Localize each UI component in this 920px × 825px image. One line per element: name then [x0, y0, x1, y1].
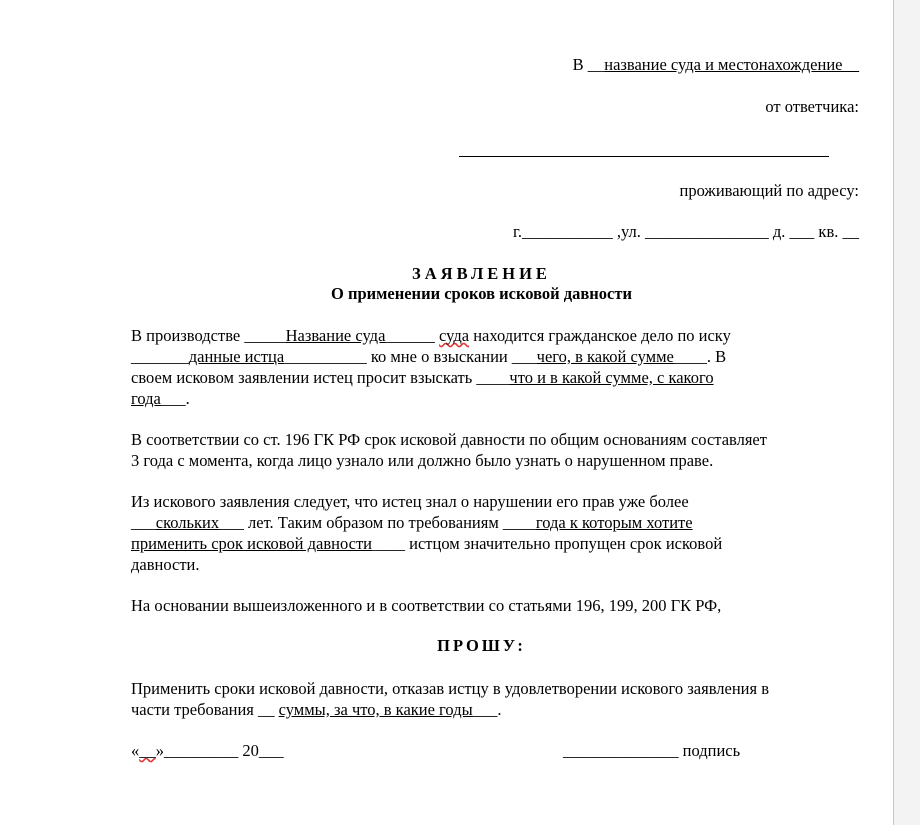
address-label: проживающий по адресу: [679, 181, 859, 200]
editor-gutter [894, 0, 920, 825]
document-subtitle: О применении сроков исковой давности [331, 284, 632, 303]
signature-line: ______________ подпись [563, 741, 741, 760]
p1-line-2: _______данные истца__________ ко мне о взыскании ___чего, в какой сумме____. В [131, 347, 727, 366]
p1-line-4: года___. [131, 389, 190, 408]
request-heading: ПРОШУ: [437, 636, 526, 655]
p3-line-4: давности. [131, 555, 200, 574]
p1-line-1: В производстве _____Название суда______ суда находится гражданское дело по иску [131, 326, 731, 345]
p1-line-3: своем исковом заявлении истец просит взыскать ____что и в какой сумме, с какого [131, 368, 714, 387]
document-title: ЗАЯВЛЕНИЕ [412, 264, 551, 283]
p2-line-1: В соответствии со ст. 196 ГК РФ срок исковой давности по общим основаниям составляет [131, 430, 767, 449]
p2-line-2: 3 года с момента, когда лицо узнало или должно было узнать о нарушенном праве. [131, 451, 714, 470]
addressee-line: В __название суда и местонахождение__ [572, 55, 859, 74]
p5-line-1: Применить сроки исковой давности, отказав истцу в удовлетворении искового заявления в [131, 679, 770, 698]
p3-line-2: ___скольких___ лет. Таким образом по требованиям ____года к которым хотите [131, 513, 693, 532]
from-label: от ответчика: [765, 97, 859, 116]
p4-line-1: На основании вышеизложенного и в соответствии со статьями 196, 199, 200 ГК РФ, [131, 596, 722, 615]
court-field: название суда и местонахождение [604, 55, 843, 74]
date-line: «__»_________ 20___ [131, 741, 284, 760]
address-blank-line: г.___________ ,ул. _______________ д. ___ кв. __ [513, 222, 859, 241]
respondent-name-blank [459, 156, 829, 157]
p3-line-3: применить срок исковой давности____ истцом значительно пропущен срок исковой [131, 534, 723, 553]
p5-line-2: части требования __ суммы, за что, в какие годы___. [131, 700, 502, 719]
p3-line-1: Из искового заявления следует, что истец знал о нарушении его прав уже более [131, 492, 689, 511]
